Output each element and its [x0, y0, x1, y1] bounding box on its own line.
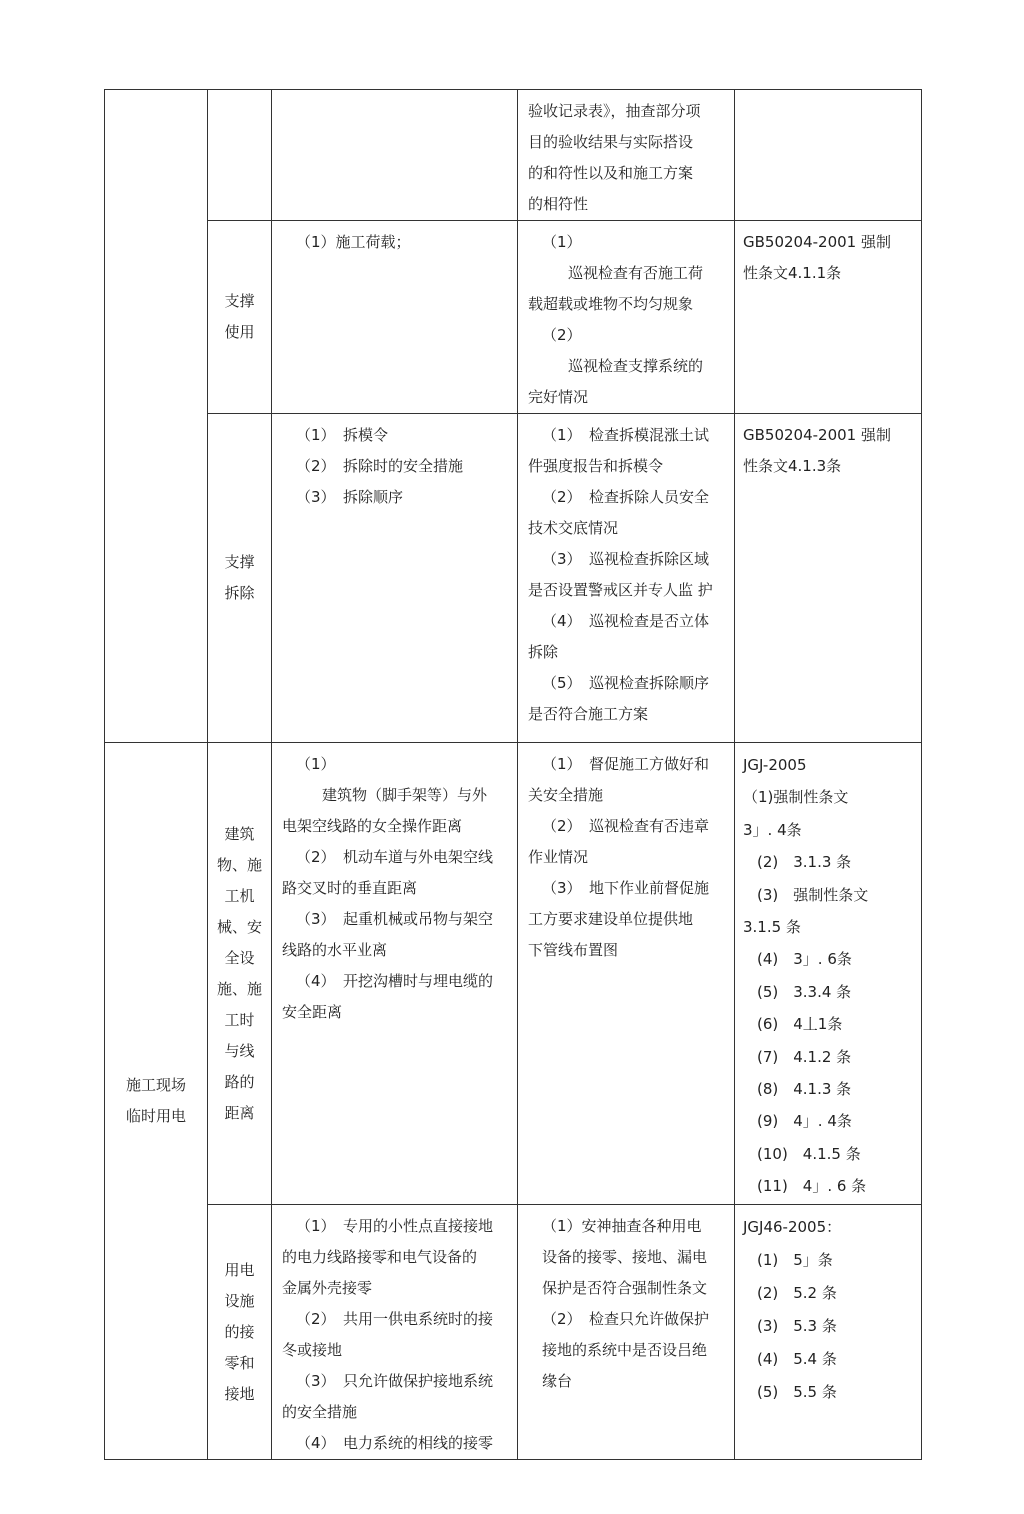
basis-line: GB50204-2001 强制: [743, 426, 891, 444]
category-cell: [105, 90, 208, 743]
category-line: 临时用电: [125, 1107, 186, 1125]
item-line: 施、施: [216, 979, 262, 998]
check-line: 载超载或堆物不均匀规象: [528, 295, 694, 313]
item-line: 支撑: [224, 553, 255, 571]
content-line: （2） 共用一供电系统时的接: [296, 1310, 494, 1328]
check-line: （5） 巡视检查拆除顺序: [542, 674, 710, 692]
item-line: 工时: [224, 1010, 255, 1029]
content-line: （4） 开挖沟槽时与埋电缆的: [296, 972, 494, 990]
basis-line: (4) 5.4 条: [757, 1350, 837, 1368]
content-line: 的电力线路接零和电气设备的: [282, 1248, 478, 1266]
item-cell: [208, 1205, 272, 1460]
content-line: （2） 机动车道与外电架空线: [296, 848, 494, 866]
check-cell: [518, 743, 735, 1205]
check-line: 接地的系统中是否设吕绝: [542, 1341, 708, 1359]
check-line: （1） 督促施工方做好和: [542, 755, 710, 773]
check-line: 目的验收结果与实际搭设: [528, 133, 694, 151]
item-line: 接地: [224, 1384, 255, 1403]
check-line: 完好情况: [528, 388, 589, 406]
category-cell: [105, 743, 208, 1460]
check-cell: [518, 221, 735, 414]
check-line: 巡视检查有否施工荷: [568, 264, 704, 282]
item-line: 零和: [224, 1353, 255, 1372]
content-line: 安全距离: [282, 1003, 343, 1021]
check-line: 验收记录表》，抽查部分项: [528, 102, 701, 120]
table-row: [105, 221, 922, 414]
content-line: 电架空线路的女全操作距离: [282, 817, 463, 835]
check-line: 缘台: [542, 1372, 573, 1390]
content-line: （2） 拆除时的安全措施: [296, 457, 464, 475]
check-line: 设备的接零、接地、漏电: [542, 1248, 708, 1266]
content-line: （1） 专用的小性点直接接地: [296, 1217, 494, 1235]
check-line: （2） 检查只允许做保护: [542, 1310, 710, 1328]
basis-line: (2) 5.2 条: [757, 1284, 837, 1302]
check-line: 巡视检查支撑系统的: [568, 357, 704, 375]
check-line: 是否符合施工方案: [528, 705, 649, 723]
basis-line: (1) 5」条: [757, 1251, 833, 1269]
check-cell: [518, 414, 735, 743]
content-line: （1） 拆模令: [296, 426, 389, 444]
check-line: 的相符性: [528, 195, 589, 213]
item-line: 路的: [224, 1072, 255, 1091]
item-cell: [208, 90, 272, 221]
check-line: 工方要求建设单位提供地: [528, 910, 694, 928]
basis-line: 性条文4.1.3条: [743, 457, 842, 475]
content-line: （1）: [296, 755, 336, 773]
check-line: 的和符性以及和施工方案: [528, 164, 694, 182]
basis-cell: [735, 221, 922, 414]
check-line: （4） 巡视检查是否立体: [542, 612, 710, 630]
item-line: 支撑: [224, 292, 255, 310]
category-line: 施工现场: [125, 1076, 186, 1094]
content-line: （3） 只允许做保护接地系统: [296, 1372, 494, 1390]
basis-cell: [735, 743, 922, 1205]
check-line: （1）: [542, 233, 582, 251]
basis-line: (5) 3.3.4 条: [757, 982, 852, 1001]
item-cell: [208, 221, 272, 414]
content-cell: [272, 221, 518, 414]
content-cell: [272, 1205, 518, 1460]
table-row: [105, 743, 922, 1205]
item-line: 与线: [224, 1041, 255, 1060]
table-row: [105, 414, 922, 743]
item-line: 使用: [224, 323, 255, 341]
item-cell: [208, 414, 272, 743]
content-line: 的安全措施: [282, 1403, 358, 1421]
check-cell: [518, 90, 735, 221]
basis-line: (9) 4」. 4条: [757, 1112, 852, 1131]
basis-cell: [735, 414, 922, 743]
item-line: 械、安: [216, 917, 262, 936]
basis-line: (10) 4.1.5 条: [757, 1144, 861, 1163]
basis-line: (8) 4.1.3 条: [757, 1080, 852, 1099]
content-line: 金属外壳接零: [282, 1279, 373, 1297]
basis-line: (7) 4.1.2 条: [757, 1047, 852, 1066]
basis-cell: [735, 90, 922, 221]
table-row: [105, 1205, 922, 1460]
basis-line: 3.1.5 条: [743, 918, 801, 937]
basis-line: (3) 强制性条文: [757, 885, 869, 904]
check-line: （2） 巡视检查有否违章: [542, 817, 710, 835]
item-line: 全设: [224, 948, 255, 967]
check-line: 件强度报告和拆模令: [528, 457, 664, 475]
basis-line: JGJ-2005: [743, 756, 807, 774]
basis-line: (5) 5.5 条: [757, 1383, 837, 1401]
check-line: （2） 检查拆除人员安全: [542, 488, 710, 506]
content-line: （3） 拆除顺序: [296, 488, 404, 506]
item-cell: [208, 743, 272, 1205]
item-line: 设施: [224, 1291, 255, 1310]
check-line: （3） 巡视检查拆除区域: [542, 550, 710, 568]
check-line: 拆除: [528, 643, 559, 661]
check-line: 技术交底情况: [528, 519, 619, 537]
basis-line: GB50204-2001 强制: [743, 233, 891, 251]
item-line: 建筑: [224, 824, 255, 843]
check-line: （3） 地下作业前督促施: [542, 879, 710, 897]
item-line: 的接: [224, 1322, 255, 1341]
content-line: 冬或接地: [282, 1341, 343, 1359]
check-cell: [518, 1205, 735, 1460]
content-line: （3） 起重机械或吊物与架空: [296, 910, 494, 928]
item-line: 用电: [224, 1260, 255, 1279]
item-line: 物、施: [216, 855, 262, 874]
content-cell: [272, 90, 518, 221]
basis-line: （1)强制性条文: [743, 788, 849, 807]
check-line: （1）安神抽查各种用电: [542, 1217, 702, 1235]
content-line: （4） 电力系统的相线的接零: [296, 1434, 494, 1452]
check-line: （1） 检查拆模混涨土试: [542, 426, 710, 444]
check-line: 关安全措施: [528, 786, 604, 804]
item-line: 距离: [224, 1103, 255, 1122]
basis-line: (6) 4丄1条: [757, 1015, 843, 1034]
basis-line: 3」. 4条: [743, 820, 802, 839]
check-line: 作业情况: [528, 848, 589, 866]
item-line: 工机: [224, 886, 255, 905]
table-row: [105, 90, 922, 221]
check-line: 保护是否符合强制性条文: [542, 1279, 708, 1297]
content-line: 建筑物（脚手架等）与外: [322, 786, 488, 804]
content-line: 线路的水平业离: [282, 941, 388, 959]
basis-line: 性条文4.1.1条: [743, 264, 842, 282]
basis-cell: [735, 1205, 922, 1460]
content-line: 路交叉时的垂直距离: [282, 879, 418, 897]
check-line: （2）: [542, 326, 582, 344]
check-line: 下管线布置图: [528, 941, 619, 959]
check-line: 是否设置警戒区并专人监 护: [528, 581, 713, 599]
item-line: 拆除: [224, 584, 255, 602]
inspection-table: [104, 89, 922, 1460]
basis-line: (4) 3」. 6条: [757, 950, 852, 969]
content-cell: [272, 414, 518, 743]
basis-line: (3) 5.3 条: [757, 1317, 837, 1335]
content-line: （1）施工荷载；: [296, 233, 411, 251]
basis-line: JGJ46-2005：: [743, 1218, 842, 1236]
basis-line: (2) 3.1.3 条: [757, 853, 852, 872]
content-cell: [272, 743, 518, 1205]
basis-line: (11) 4」. 6 条: [757, 1177, 867, 1196]
